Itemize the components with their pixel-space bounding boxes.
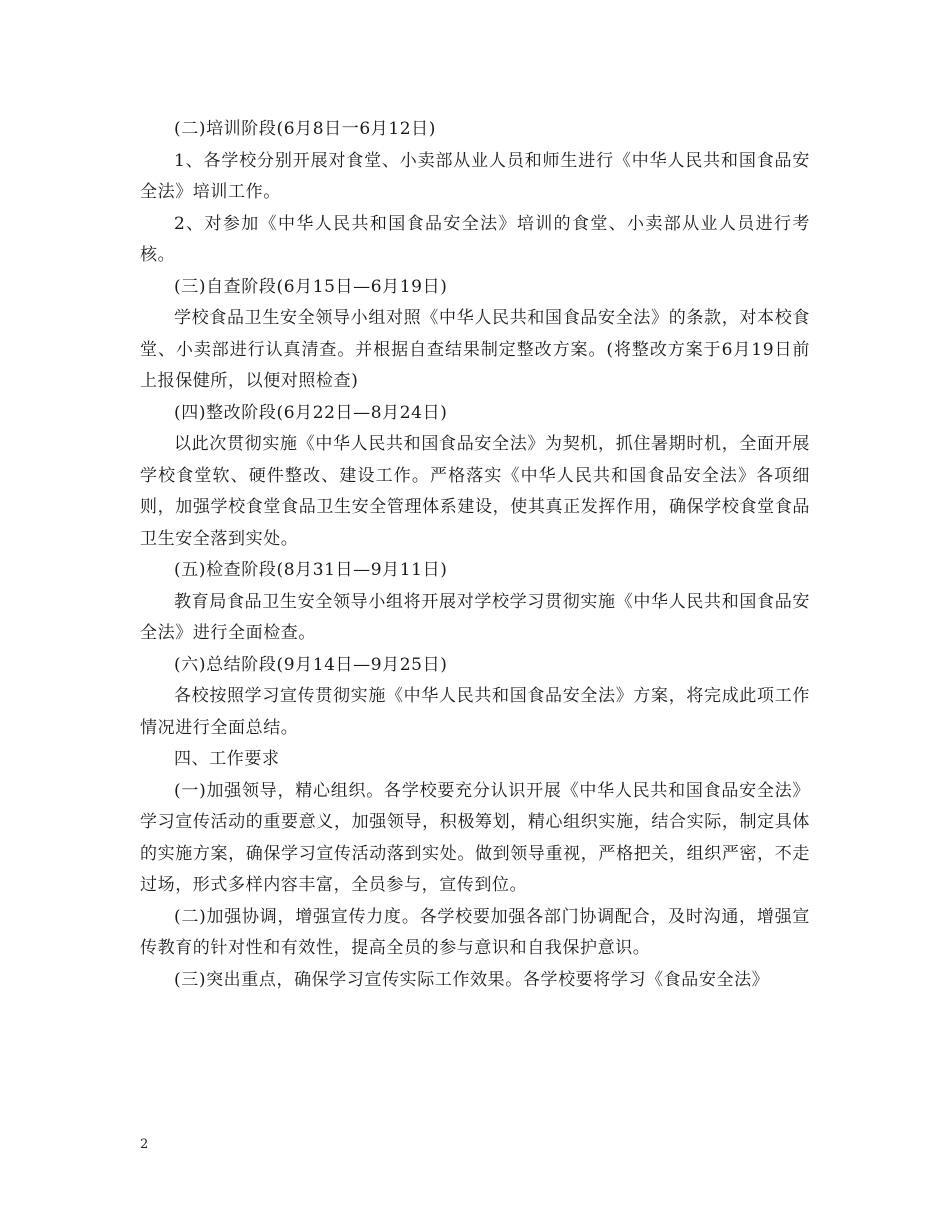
document-body	[140, 114, 810, 996]
paragraph-requirement-1: (一)加强领导，精心组织。各学校要充分认识开展《中华人民共和国食品安全法》学习宣传活动的重要意义，加强领导，积极筹划，精心组织实施，结合实际，制定具体的实施方案，确保学习宣传活动落到实处。做到领导重视，严格把关，组织严密，不走过场，形式多样内容丰富，全员参与，宣传到位。	[140, 780, 810, 895]
paragraph-self-check-body: 学校食品卫生安全领导小组对照《中华人民共和国食品安全法》的条款，对本校食堂、小卖部进行认真清查。并根据自查结果制定整改方案。(将整改方案于6月19日前上报保健所，以便对照检查)	[140, 308, 810, 391]
paragraph-rectification-stage-heading: (四)整改阶段(6月22日—8月24日)	[174, 402, 448, 423]
page-number: 2	[140, 1137, 149, 1152]
paragraph-inspection-body: 教育局食品卫生安全领导小组将开展对学校学习贯彻实施《中华人民共和国食品安全法》进行全面检查。	[140, 591, 810, 643]
paragraph-requirement-2: (二)加强协调，增强宣传力度。各学校要加强各部门协调配合，及时沟通，增强宣传教育的针对性和有效性，提高全员的参与意识和自我保护意识。	[140, 906, 810, 958]
paragraph-summary-stage-heading: (六)总结阶段(9月14日—9月25日)	[174, 654, 448, 675]
paragraph-training-stage-heading: (二)培训阶段(6月8日一6月12日)	[174, 119, 437, 139]
paragraph-inspection-stage-heading: (五)检查阶段(8月31日—9月11日)	[174, 560, 448, 580]
paragraph-rectification-body: 以此次贯彻实施《中华人民共和国食品安全法》为契机，抓住暑期时机，全面开展学校食堂软、硬件整改、建设工作。严格落实《中华人民共和国食品安全法》各项细则，加强学校食堂食品卫生安全管理体系建设，使其真正发挥作用，确保学校食堂食品卫生安全落到实处。	[140, 434, 810, 549]
section-heading-work-requirements: 四、工作要求	[174, 749, 280, 769]
paragraph-requirement-3: (三)突出重点，确保学习宣传实际工作效果。各学校要将学习《食品安全法》	[174, 969, 770, 990]
paragraph-self-check-stage-heading: (三)自查阶段(6月15日—6月19日)	[174, 276, 448, 297]
paragraph-training-item-2: 2、对参加《中华人民共和国食品安全法》培训的食堂、小卖部从业人员进行考核。	[140, 213, 810, 265]
paragraph-training-item-1: 1、各学校分别开展对食堂、小卖部从业人员和师生进行《中华人民共和国食品安全法》培训工作。	[140, 150, 810, 202]
paragraph-summary-body: 各校按照学习宣传贯彻实施《中华人民共和国食品安全法》方案，将完成此项工作情况进行全面总结。	[140, 686, 810, 738]
